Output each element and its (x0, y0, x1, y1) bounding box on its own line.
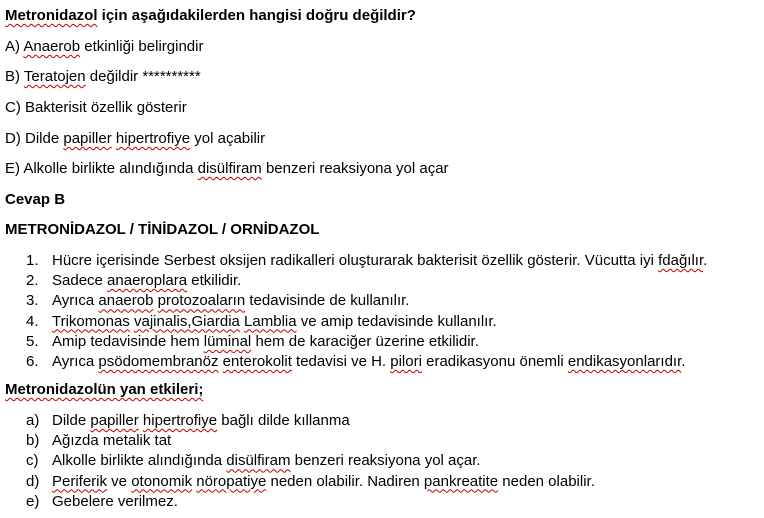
flagged-word: Periferik (52, 472, 108, 490)
flagged-word: enterokolit (222, 353, 292, 370)
flagged-word: vajinalis,Giardia (133, 312, 240, 330)
text-run: Dilde (52, 412, 91, 429)
option-b (5, 68, 201, 86)
list-item-text (52, 432, 171, 450)
list-marker: 3. (26, 292, 39, 310)
text-run: Ağızda metalik tat (52, 432, 172, 450)
option-b-prefix: B) (5, 68, 24, 85)
text-run: neden olabilir. Nadiren (266, 472, 424, 490)
option-e-prefix: E) Alkolle birlikte alındığında (5, 160, 198, 177)
flagged-word: anaerob (98, 292, 154, 310)
option-e-keyword: disülfiram (197, 160, 262, 177)
list-marker: 5. (26, 332, 39, 350)
option-a-keyword: Anaerob (23, 38, 81, 55)
section-heading: METRONİDAZOL / TİNİDAZOL / ORNİDAZOL (5, 221, 320, 238)
option-a-prefix: A) (5, 38, 24, 55)
question-title-rest: için aşağıdakilerden hangisi doğru değildir? (97, 7, 416, 24)
option-c-text: C) Bakterisit özellik gösterir (5, 99, 187, 116)
list-item-text (52, 292, 409, 310)
list-item-text (52, 313, 497, 331)
text-run: neden olabilir. (498, 472, 595, 490)
flagged-word: endikasyonlarıdır (567, 353, 682, 370)
flagged-word: pilori (390, 353, 422, 370)
flagged-word: hipertrofiye (142, 412, 218, 429)
option-d-prefix: D) Dilde (5, 130, 64, 147)
option-d-keyword-2: hipertrofiye (115, 130, 191, 147)
list-item-text (52, 252, 707, 270)
text-run: ve (107, 472, 132, 490)
text-run: benzeri reaksiyona yol açar. (290, 452, 481, 470)
flagged-word: nöropatiye (196, 472, 267, 490)
text-run: bağlı dilde kıllanma (217, 412, 350, 429)
list-item-text (52, 452, 481, 470)
text-run: Sadece (52, 272, 108, 290)
text-run: . (681, 353, 686, 370)
option-d-keyword-1: papiller (63, 130, 112, 147)
list-item-text (52, 272, 241, 290)
flagged-word: otonomik (131, 472, 193, 490)
flagged-word: Trikomonas (52, 312, 130, 330)
text-run: Alkolle birlikte alındığında (52, 452, 227, 470)
text-run: etkilidir. (187, 272, 242, 290)
option-d-rest: yol açabilir (190, 130, 266, 147)
flagged-word: pankreatite (423, 472, 499, 490)
flagged-word: protozoaların (157, 292, 246, 310)
flagged-word: fdağılır (658, 252, 704, 269)
question-title-keyword: Metronidazol (5, 7, 98, 24)
answer: Cevap B (5, 191, 66, 208)
text-run: Hücre içerisinde Serbest oksijen radikalleri oluşturarak bakterisit özellik gösterir. Vücutta iyi (52, 252, 659, 269)
option-d (5, 130, 265, 148)
list-marker: 4. (26, 312, 39, 330)
option-b-keyword: Teratojen (23, 68, 86, 85)
list-item-text (52, 353, 685, 371)
list-marker: c) (26, 452, 39, 470)
text-run: Ayrıca (52, 292, 99, 310)
text-run: hem de karaciğer üzerine etkilidir. (251, 332, 479, 350)
question-title (5, 7, 416, 25)
list-marker: d) (26, 472, 40, 490)
list-item-text (52, 493, 178, 511)
text-run: eradikasyonu önemli (421, 353, 568, 370)
text-run: Ayrıca (52, 353, 99, 370)
flagged-word: papiller (90, 412, 139, 429)
flagged-word: Lamblia (244, 312, 297, 330)
list-item-text (52, 412, 350, 430)
option-e (5, 160, 449, 178)
text-run: ve amip tedavisinde kullanılır. (296, 312, 497, 330)
text-run: Amip tedavisinde hem (52, 332, 204, 350)
option-a-rest: etkinliği belirgindir (80, 38, 204, 55)
text-run: Gebelere verilmez. (52, 492, 178, 510)
text-run: tedavisinde de kullanılır. (245, 292, 410, 310)
list-item-text (52, 473, 595, 491)
flagged-word: disülfiram (226, 452, 291, 470)
list-marker: 1. (26, 252, 39, 269)
list-item-text (52, 333, 479, 351)
side-effects-heading (5, 381, 203, 399)
option-e-rest: benzeri reaksiyona yol açar (261, 160, 449, 177)
list-marker: a) (26, 412, 40, 429)
flagged-word: psödomembranöz (98, 353, 219, 370)
flagged-word: lüminal (203, 332, 252, 350)
option-c (5, 99, 187, 117)
option-a (5, 38, 203, 56)
list-marker: 6. (26, 353, 39, 370)
flagged-word: anaeroplara (107, 272, 188, 290)
list-marker: e) (26, 492, 40, 510)
list-marker: 2. (26, 272, 39, 290)
side-effects-heading-text: Metronidazolün yan etkileri; (5, 381, 204, 398)
text-run: . (703, 252, 708, 269)
text-run: tedavisi ve H. (291, 353, 391, 370)
list-marker: b) (26, 432, 40, 450)
option-b-rest: değildir ********** (85, 68, 201, 85)
